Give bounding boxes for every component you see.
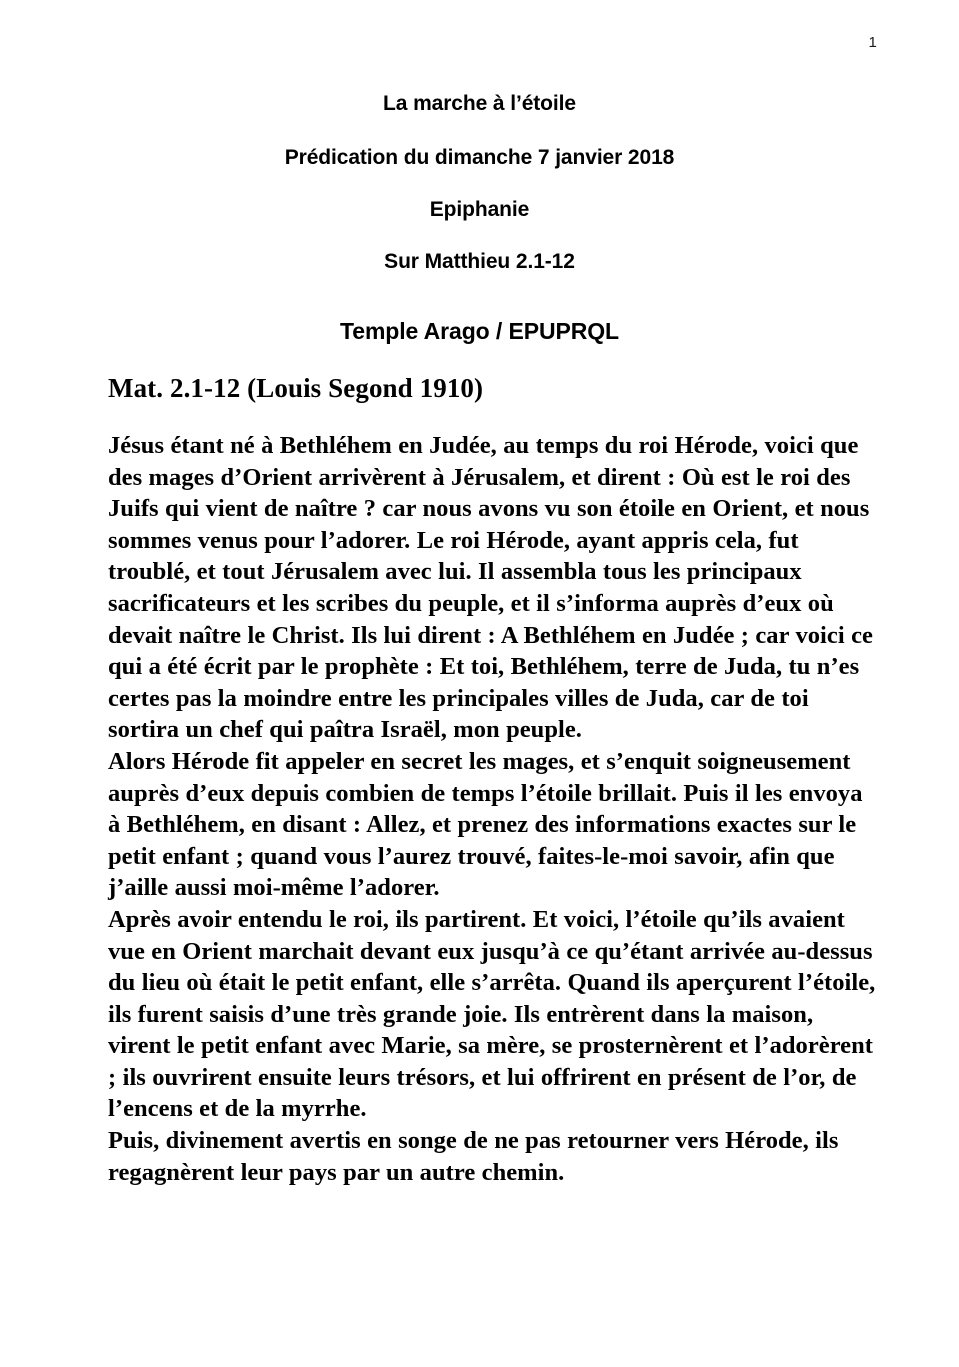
passage-paragraph: Jésus étant né à Bethléhem en Judée, au temps du roi Hérode, voici que des mages d’Orient arrivèrent à Jérusalem, et dirent : Où est le roi des Juifs qui vient de naître ? car nous avons vu son étoile en Orient, et nous sommes venus pour l’adorer. Le roi Hérode, ayant appris cela, fut troublé, et tout Jérusalem avec lui. Il assembla tous les principaux sacrificateurs et les scribes du peuple, et il s’informa auprès d’eux où devait naître le Christ. Ils lui dirent : A Bethléhem en Judée ; car voici ce qui a été écrit par le prophète : Et toi, Bethléhem, terre de Juda, tu n’es certes pas la moindre entre les principales villes de Juda, car de toi sortira un chef qui paîtra Israël, mon peuple. (108, 432, 873, 744)
passage-paragraph: Puis, divinement avertis en songe de ne pas retourner vers Hérode, ils regagnèrent leur pays par un autre chemin. (108, 1127, 839, 1186)
liturgical-occasion: Epiphanie (429, 198, 530, 221)
scripture-passage (108, 430, 881, 1188)
scripture-reference-heading: Sur Matthieu 2.1-12 (384, 250, 575, 273)
passage-paragraph: Alors Hérode fit appeler en secret les mages, et s’enquit soigneusement auprès d’eux depuis combien de temps l’étoile brillait. Puis il les envoya à Bethléhem, en disant : Allez, et prenez des informations exactes sur le petit enfant ; quand vous l’aurez trouvé, faites-le-moi savoir, afin que j’aille aussi moi-même l’adorer. (108, 747, 863, 902)
document-header (0, 0, 959, 345)
passage-paragraph: Après avoir entendu le roi, ils partirent. Et voici, l’étoile qu’ils avaient vue en Orient marchait devant eux jusqu’à ce qu’étant arrivée au-dessus du lieu où était le petit enfant, elle s’arrêta. Quand ils aperçurent l’étoile, ils furent saisis d’une très grande joie. Ils entrèrent dans la maison, virent le petit enfant avec Marie, sa mère, se prosternèrent et l’adorèrent ; ils ouvrirent ensuite leurs trésors, et lui offrirent en présent de l’or, de l’encens et de la myrrhe. (108, 905, 876, 1123)
document-title: La marche à l’étoile (383, 92, 576, 115)
sermon-date-line: Prédication du dimanche 7 janvier 2018 (284, 146, 675, 169)
scripture-citation: Mat. 2.1-12 (Louis Segond 1910) (108, 373, 484, 403)
venue-line: Temple Arago / EPUPRQL (340, 318, 619, 344)
page-number: 1 (868, 34, 877, 51)
scripture-section (0, 345, 959, 1188)
